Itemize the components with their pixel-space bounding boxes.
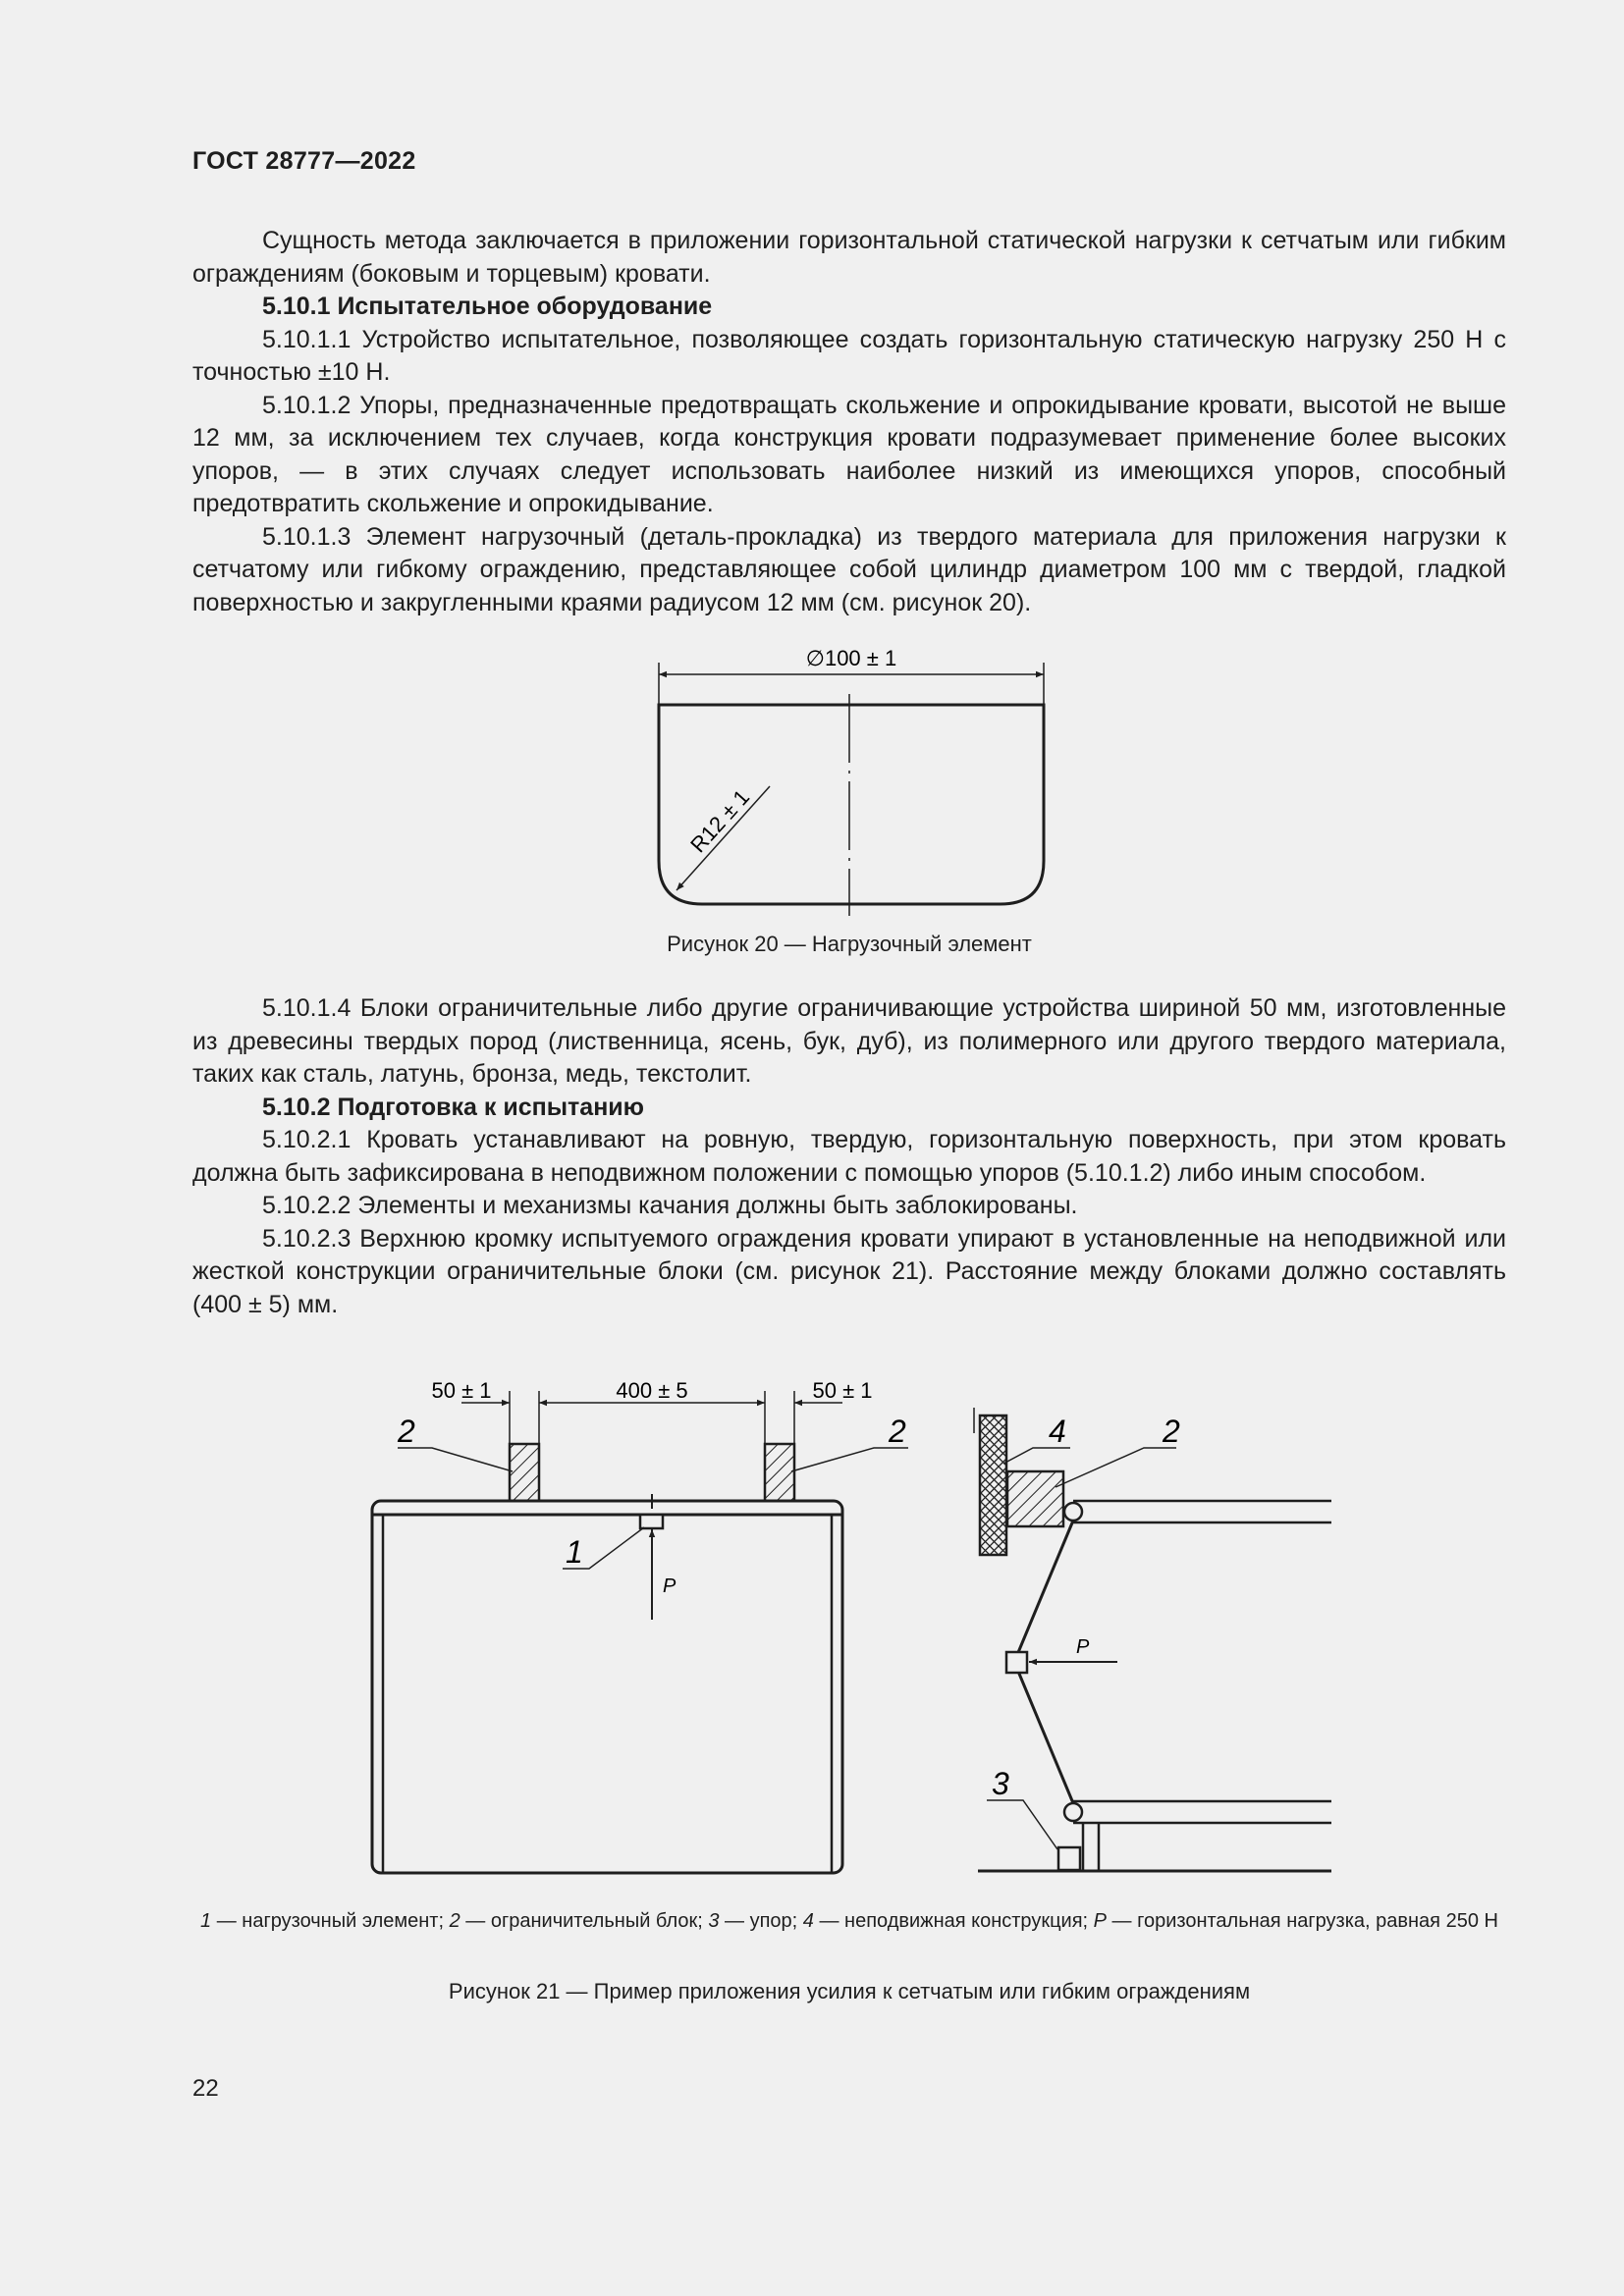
figure-21-force-application-drawing bbox=[353, 1369, 1345, 1885]
section-heading-5-10-2: 5.10.2 Подготовка к испытанию bbox=[262, 1093, 645, 1121]
dimension-label-left-block: 50 ± 1 bbox=[431, 1378, 492, 1403]
legend-key-p: P bbox=[1093, 1910, 1107, 1932]
document-header: ГОСТ 28777—2022 bbox=[192, 147, 416, 175]
section-heading-5-10-1: 5.10.1 Испытательное оборудование bbox=[262, 293, 713, 320]
legend-key-2: 2 bbox=[449, 1910, 460, 1932]
paragraph-5-10-1-3: 5.10.1.3 Элемент нагрузочный (деталь-прокладка) из твердого материала для приложения нагрузки к сетчатому или гибкому ограждению, представляющее собой цилиндр диаметром 100 мм с твердой, гладкой поверхностью и закругленными краями радиусом 12 мм (см. рисунок 20). bbox=[192, 522, 1506, 616]
figure-20-load-element-drawing bbox=[628, 638, 1060, 933]
legend-text-p: — горизонтальная нагрузка, равная 250 Н bbox=[1106, 1910, 1498, 1932]
body-text-block-1 bbox=[192, 225, 1506, 619]
paragraph-method-essence: Сущность метода заключается в приложении горизонтальной статической нагрузки к сетчатым или гибким ограждениям (боковым и торцевым) кровати. bbox=[192, 227, 1506, 288]
figure-20-caption: Рисунок 20 — Нагрузочный элемент bbox=[667, 932, 1032, 956]
top-rail-pivot bbox=[1064, 1503, 1082, 1521]
bottom-rail-pivot bbox=[1064, 1803, 1082, 1821]
legend-key-3: 3 bbox=[708, 1910, 720, 1932]
limiting-block-right bbox=[765, 1444, 794, 1501]
label-p-left-view: P bbox=[663, 1575, 677, 1597]
page-number: 22 bbox=[192, 2075, 219, 2102]
label-2-right: 2 bbox=[889, 1414, 906, 1449]
label-1: 1 bbox=[566, 1534, 583, 1570]
figure-21-caption: Рисунок 21 — Пример приложения усилия к сетчатым или гибким ограждениям bbox=[448, 1979, 1251, 2003]
diameter-dimension-label: ∅100 ± 1 bbox=[805, 646, 897, 670]
legend-key-4: 4 bbox=[802, 1910, 814, 1932]
legend-text-4: — неподвижная конструкция; bbox=[813, 1910, 1094, 1932]
bed-frame-outer bbox=[372, 1501, 842, 1873]
paragraph-5-10-1-2: 5.10.1.2 Упоры, предназначенные предотвращать скольжение и опрокидывание кровати, высотой не выше 12 мм, за исключением тех случаев, когда конструкция кровати подразумевает применение более высоких упоров, — в этих случаях следует использовать наиболее низкий из имеющихся упоров, способный предотвратить скольжение и опрокидывание. bbox=[192, 391, 1506, 517]
stop-3 bbox=[1058, 1847, 1080, 1870]
fixed-structure-4 bbox=[980, 1415, 1006, 1555]
label-4: 4 bbox=[1049, 1414, 1066, 1449]
label-p-side-view: P bbox=[1076, 1636, 1090, 1658]
limiting-block-side bbox=[1007, 1471, 1063, 1526]
paragraph-5-10-2-3: 5.10.2.3 Верхнюю кромку испытуемого ограждения кровати упирают в установленные на неподвижной или жесткой конструкции ограничительные блоки (см. рисунок 21). Расстояние между блоками должно составлять (400 ± 5) мм. bbox=[192, 1224, 1506, 1318]
paragraph-5-10-2-2: 5.10.2.2 Элементы и механизмы качания должны быть заблокированы. bbox=[262, 1192, 1078, 1219]
dimension-label-right-block: 50 ± 1 bbox=[812, 1378, 873, 1403]
legend-text-3: — упор; bbox=[719, 1910, 803, 1932]
load-element-1 bbox=[640, 1515, 663, 1528]
figure-21-legend bbox=[192, 1907, 1506, 1935]
legend-key-1: 1 bbox=[200, 1910, 212, 1932]
label-2-left: 2 bbox=[398, 1414, 415, 1449]
radius-dimension-label: R12 ± 1 bbox=[685, 784, 755, 858]
load-element-outline bbox=[659, 705, 1044, 904]
paragraph-5-10-2-1: 5.10.2.1 Кровать устанавливают на ровную, твердую, горизонтальную поверхность, при этом кровать должна быть зафиксирована в неподвижном положении с помощью упоров (5.10.1.2) либо иным способом. bbox=[192, 1126, 1506, 1187]
body-text-block-2 bbox=[192, 992, 1506, 1321]
paragraph-5-10-1-1: 5.10.1.1 Устройство испытательное, позволяющее создать горизонтальную статическую нагрузку 250 Н с точностью ±10 Н. bbox=[192, 325, 1506, 386]
load-element-side bbox=[1006, 1652, 1027, 1673]
dimension-label-block-spacing: 400 ± 5 bbox=[616, 1378, 688, 1403]
legend-text-1: — нагрузочный элемент; bbox=[211, 1910, 450, 1932]
limiting-block-left bbox=[510, 1444, 539, 1501]
legend-text-2: — ограничительный блок; bbox=[460, 1910, 709, 1932]
label-2-side: 2 bbox=[1163, 1414, 1180, 1449]
label-3: 3 bbox=[992, 1766, 1009, 1801]
paragraph-5-10-1-4: 5.10.1.4 Блоки ограничительные либо другие ограничивающие устройства шириной 50 мм, изготовленные из древесины твердых пород (лиственница, ясень, бук, дуб), из полимерного или другого твердого материала, таких как сталь, латунь, бронза, медь, текстолит. bbox=[192, 994, 1506, 1088]
